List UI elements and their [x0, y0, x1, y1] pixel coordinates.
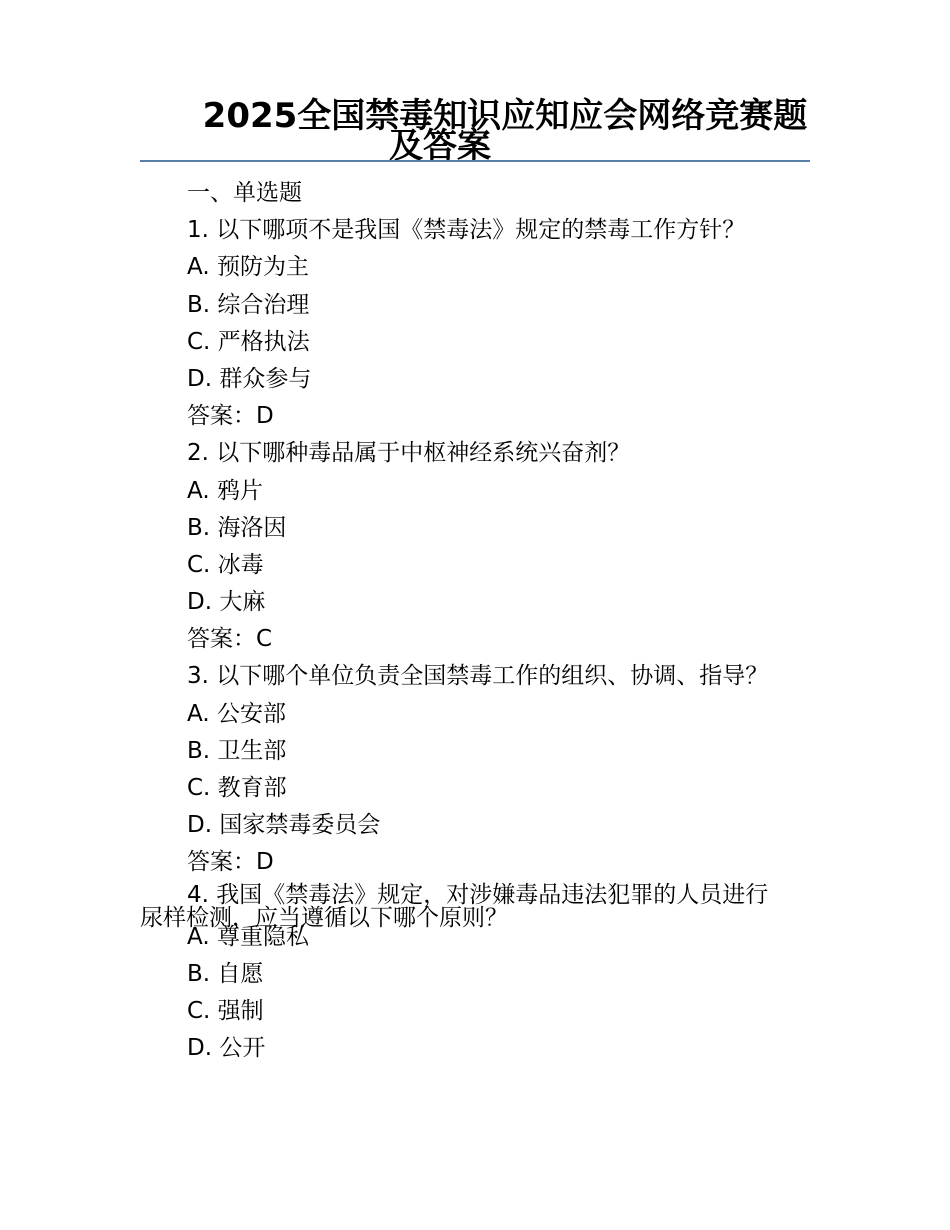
title-line-1: 2025全国禁毒知识应知应会网络竞赛题 — [202, 96, 808, 136]
question-4-line-1: 4. 我国《禁毒法》规定，对涉嫌毒品违法犯罪的人员进行 — [187, 881, 769, 908]
question-4-line-2: 尿样检测，应当遵循以下哪个原则？ — [140, 904, 508, 931]
q4-option-b: B. 自愿 — [187, 960, 264, 987]
section-heading: 一、单选题 — [187, 180, 302, 206]
q2-option-a: A. 鸦片 — [187, 477, 263, 504]
q4-option-a: A. 尊重隐私 — [187, 923, 309, 950]
q4-option-c: C. 强制 — [187, 998, 264, 1025]
title-line-2: 及答案 — [389, 126, 491, 166]
q3-option-c: C. 教育部 — [187, 775, 287, 801]
question-3: 3. 以下哪个单位负责全国禁毒工作的组织、协调、指导？ — [187, 663, 769, 690]
q3-option-b: B. 卫生部 — [187, 737, 287, 764]
document-body — [140, 175, 827, 1068]
q3-option-a: A. 公安部 — [187, 700, 286, 727]
q1-answer: 答案：D — [187, 403, 274, 430]
q4-option-d: D. 公开 — [187, 1035, 266, 1062]
q2-option-b: B. 海洛因 — [187, 514, 287, 541]
title-underline — [140, 160, 810, 162]
document-title — [140, 96, 810, 166]
q1-option-b: B. 综合治理 — [187, 291, 310, 318]
question-4 — [140, 881, 827, 931]
q2-option-c: C. 冰毒 — [187, 551, 264, 578]
question-1: 1. 以下哪项不是我国《禁毒法》规定的禁毒工作方针？ — [187, 217, 746, 244]
q1-option-c: C. 严格执法 — [187, 328, 310, 355]
q1-option-a: A. 预防为主 — [187, 254, 309, 281]
q2-option-d: D. 大麻 — [187, 589, 266, 616]
question-2: 2. 以下哪种毒品属于中枢神经系统兴奋剂？ — [187, 440, 631, 467]
q2-answer: 答案：C — [187, 626, 273, 653]
q1-option-d: D. 群众参与 — [187, 365, 312, 392]
q3-answer: 答案：D — [187, 849, 274, 876]
q3-option-d: D. 国家禁毒委员会 — [187, 812, 381, 839]
